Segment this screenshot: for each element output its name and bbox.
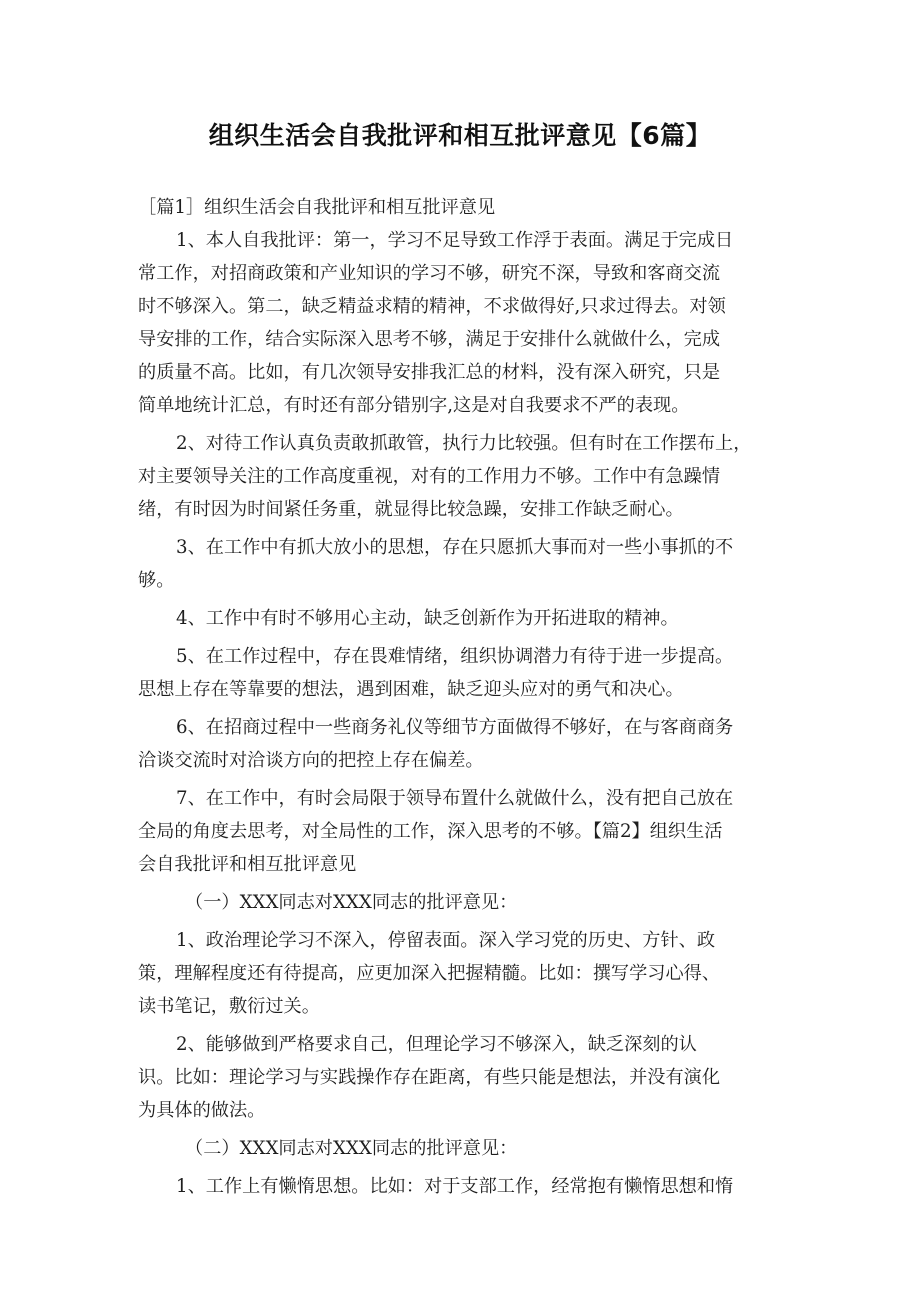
paragraph-line: 1、工作上有懒惰思想。比如：对于支部工作，经常抱有懒惰思想和惰 xyxy=(176,1176,734,1197)
paragraph-line: 3、在工作中有抓大放小的思想，存在只愿抓大事而对一些小事抓的不 xyxy=(176,537,734,558)
paragraph-line: 导安排的工作，结合实际深入思考不够，满足于安排什么就做什么，完成 xyxy=(138,329,721,350)
subsection-heading: （二）XXX同志对XXX同志的批评意见： xyxy=(185,1138,518,1159)
paragraph-line: 时不够深入。第二，缺乏精益求精的精神，不求做得好,只求过得去。对领 xyxy=(138,296,726,317)
document-body xyxy=(138,191,798,1203)
paragraph-line: 全局的角度去思考，对全局性的工作，深入思考的不够。【篇2】组织生活 xyxy=(138,821,723,842)
paragraph-line: 1、政治理论学习不深入，停留表面。深入学习党的历史、方针、政 xyxy=(176,930,716,951)
paragraph-line: 6、在招商过程中一些商务礼仪等细节方面做得不够好，在与客商商务 xyxy=(176,717,734,738)
paragraph-line: 的质量不高。比如，有几次领导安排我汇总的材料，没有深入研究，只是 xyxy=(138,362,721,383)
paragraph-line: 够。 xyxy=(138,570,175,591)
paragraph-line: 常工作，对招商政策和产业知识的学习不够，研究不深，导致和客商交流 xyxy=(138,263,721,284)
paragraph-line: 绪，有时因为时间紧任务重，就显得比较急躁，安排工作缺乏耐心。 xyxy=(138,499,684,520)
subsection-heading: （一）XXX同志对XXX同志的批评意见： xyxy=(185,892,518,913)
paragraph-line: 洽谈交流时对洽谈方向的把控上存在偏差。 xyxy=(138,750,484,771)
paragraph-line: 思想上存在等靠要的想法，遇到困难，缺乏迎头应对的勇气和决心。 xyxy=(138,679,684,700)
paragraph-line: 1、本人自我批评：第一，学习不足导致工作浮于表面。满足于完成日 xyxy=(176,230,734,251)
paragraph-line: 策，理解程度还有待提高，应更加深入把握精髓。比如：撰写学习心得、 xyxy=(138,963,721,984)
paragraph-line: 2、能够做到严格要求自己，但理论学习不够深入，缺乏深刻的认 xyxy=(176,1034,697,1055)
paragraph-line: 简单地统计汇总，有时还有部分错别字,这是对自我要求不严的表现。 xyxy=(138,395,690,416)
paragraph-line: 识。比如：理论学习与实践操作存在距离，有些只能是想法，并没有演化 xyxy=(138,1067,721,1088)
document-title: 组织生活会自我批评和相互批评意见【6篇】 xyxy=(208,121,712,150)
paragraph-line: 会自我批评和相互批评意见 xyxy=(138,854,357,875)
paragraph-line: 7、在工作中，有时会局限于领导布置什么就做什么，没有把自己放在 xyxy=(176,788,734,809)
paragraph-line: 4、工作中有时不够用心主动，缺乏创新作为开拓进取的精神。 xyxy=(176,608,679,629)
paragraph-line: 5、在工作过程中，存在畏难情绪，组织协调潜力有待于进一步提高。 xyxy=(176,646,734,667)
paragraph-line: 对主要领导关注的工作高度重视，对有的工作用力不够。工作中有急躁情 xyxy=(138,466,721,487)
paragraph-line: 2、对待工作认真负责敢抓敢管，执行力比较强。但有时在工作摆布上， xyxy=(176,433,752,454)
section-heading: ［篇1］组织生活会自我批评和相互批评意见 xyxy=(138,197,496,218)
paragraph-line: 为具体的做法。 xyxy=(138,1100,266,1121)
paragraph-line: 读书笔记，敷衍过关。 xyxy=(138,996,320,1017)
